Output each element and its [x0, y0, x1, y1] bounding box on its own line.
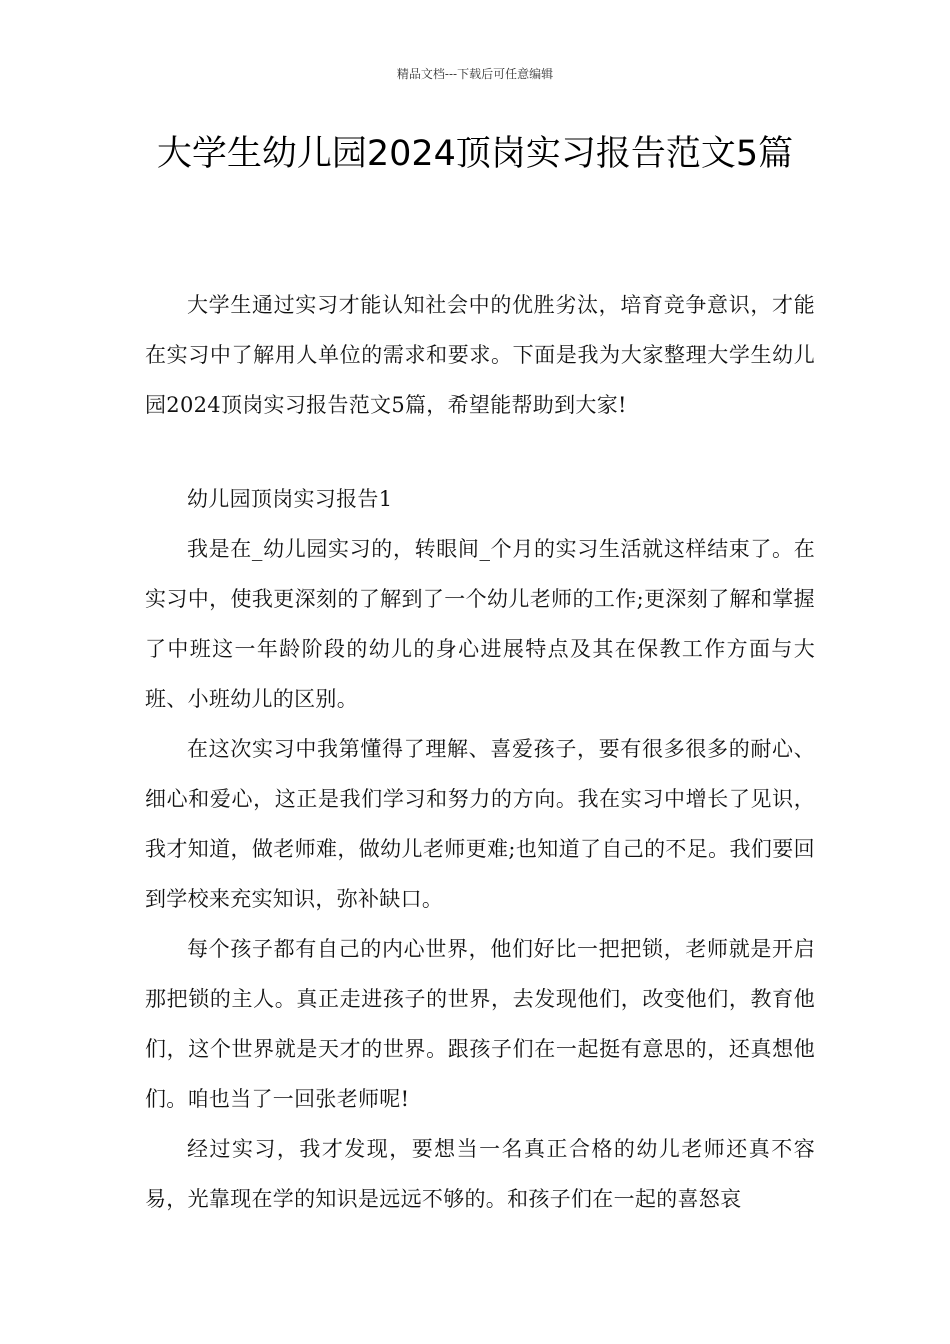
- document-body: [145, 280, 815, 1224]
- document-header-note: 精品文档---下载后可任意编辑: [396, 67, 554, 81]
- body-paragraph: 经过实习，我才发现，要想当一名真正合格的幼儿老师还真不容易，光靠现在学的知识是远远不够的。和孩子们在一起的喜怒哀: [145, 1137, 815, 1211]
- body-paragraph: 在这次实习中我第懂得了理解、喜爱孩子，要有很多很多的耐心、细心和爱心，这正是我们学习和努力的方向。我在实习中增长了见识，我才知道，做老师难，做幼儿老师更难;也知道了自己的不足。我们要回到学校来充实知识，弥补缺口。: [145, 737, 815, 911]
- body-paragraph: 每个孩子都有自己的内心世界，他们好比一把把锁，老师就是开启那把锁的主人。真正走进孩子的世界，去发现他们，改变他们，教育他们，这个世界就是天才的世界。跟孩子们在一起挺有意思的，还真想他们。咱也当了一回张老师呢!: [145, 937, 815, 1111]
- section-heading: 幼儿园顶岗实习报告1: [187, 487, 393, 511]
- body-paragraph: 我是在_幼儿园实习的，转眼间_个月的实习生活就这样结束了。在实习中，使我更深刻的了解到了一个幼儿老师的工作;更深刻了解和掌握了中班这一年龄阶段的幼儿的身心进展特点及其在保教工作方面与大班、小班幼儿的区别。: [145, 537, 815, 711]
- document-title: 大学生幼儿园2024顶岗实习报告范文5篇: [156, 134, 794, 174]
- intro-paragraph: 大学生通过实习才能认知社会中的优胜劣汰，培育竞争意识，才能在实习中了解用人单位的需求和要求。下面是我为大家整理大学生幼儿园2024顶岗实习报告范文5篇，希望能帮助到大家!: [145, 293, 815, 417]
